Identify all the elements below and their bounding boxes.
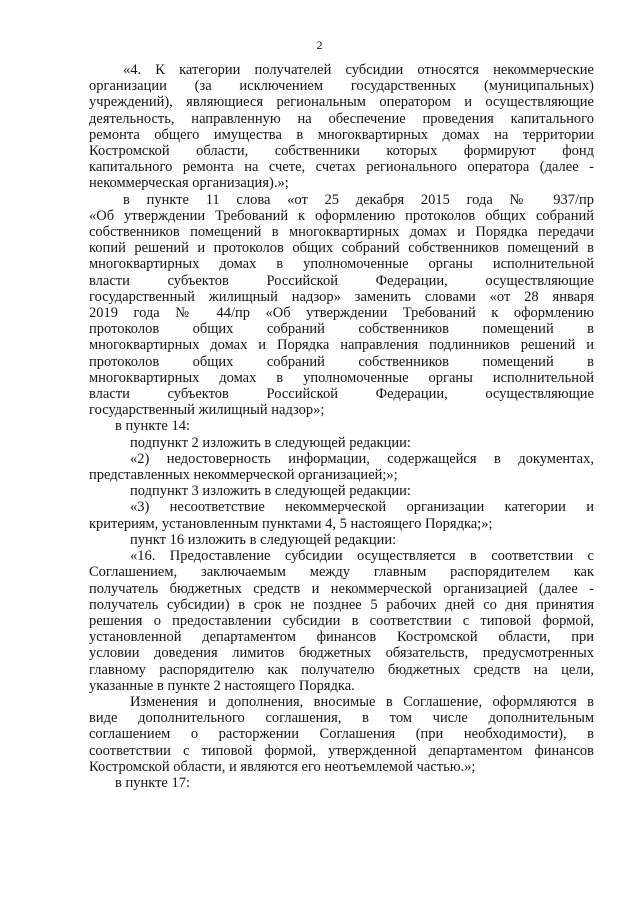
text-line: в пункте 17: [115,774,191,791]
text-line: «3) несоответствие некоммерческой организации категории и [130,499,594,516]
paragraph [89,694,594,775]
text-line: виде дополнительного соглашения, в том числе дополнительным [89,710,594,727]
text-line: «16. Предоставление субсидии осуществляется в соответствии с [130,548,594,565]
paragraph [89,483,594,499]
text-line: Изменения и дополнения, вносимые в Соглашение, оформляются в [130,693,594,710]
text-line: Соглашением, заключаемым между главным распорядителем как [89,564,594,581]
text-line: деятельность, направленную на обеспечение проведения капитального [89,110,594,127]
text-line: Костромской области, и являются его неотъемлемой частью.»; [89,758,476,775]
text-line: «Об утверждении Требований к оформлению протоколов общих собраний [89,207,594,224]
paragraph [89,532,594,548]
text-line: соглашением о расторжении Соглашения (при необходимости), в [89,726,594,743]
text-line: получатель бюджетных средств и некоммерческой организацией (далее - [89,580,594,597]
text-line: получатель субсидии) в срок не позднее 5 рабочих дней со дня принятия [89,596,594,613]
text-line: указанные в пункте 2 настоящего Порядка. [89,677,355,694]
paragraph [89,451,594,483]
paragraph [89,548,594,694]
text-line: многоквартирных домах и Порядка направления подлинников решений и [89,337,594,354]
text-line: многоквартирных домах в уполномоченные органы исполнительной [89,369,594,386]
text-line: в пункте 14: [115,418,191,435]
text-line: «2) недостоверность информации, содержащейся в документах, [130,450,594,467]
text-line: представленных некоммерческой организацией;»; [89,467,398,484]
text-line: протоколов общих собраний собственников помещений в [89,353,594,370]
text-line: условии доведения лимитов бюджетных обязательств, предусмотренных [89,645,594,662]
paragraph [89,435,594,451]
paragraph [89,62,594,192]
text-line: государственный жилищный надзор»; [89,402,325,419]
text-line: подпункт 3 изложить в следующей редакции: [130,483,411,500]
text-line: многоквартирных домах в уполномоченные органы исполнительной [89,256,594,273]
text-line: критериям, установленным пунктами 4, 5 настоящего Порядка;»; [89,515,493,532]
paragraph [89,775,594,791]
text-line: главному распорядителю как получателю бюджетных средств на цели, [89,661,594,678]
text-line: подпункт 2 изложить в следующей редакции: [130,434,411,451]
text-line: пункт 16 изложить в следующей редакции: [130,531,397,548]
text-line: ремонта общего имущества в многоквартирных домах на территории [89,126,594,143]
text-line: власти субъектов Российской Федерации, осуществляющие [89,272,594,289]
text-line: установленной департаментом финансов Костромской области, при [89,629,594,646]
text-line: решения о предоставлении субсидии в соответствии с типовой формой, [89,612,594,629]
text-line: собственников помещений в многоквартирных домах и Порядка передачи [89,224,594,241]
text-line: учреждений), являющиеся региональным оператором и осуществляющие [89,94,594,111]
text-line: организации (за исключением государственных (муниципальных) [89,78,594,95]
document-body [89,62,594,791]
paragraph [89,192,594,419]
text-line: соответствии с типовой формой, утвержденной департаментом финансов [89,742,594,759]
text-line: в пункте 11 слова «от 25 декабря 2015 года № 937/пр [123,191,594,208]
text-line: копий решений и протоколов общих собраний собственников помещений в [89,240,594,257]
paragraph [89,499,594,531]
text-line: Костромской области, собственники которых формируют фонд [89,143,594,160]
text-line: государственный жилищный надзор» заменить словами «от 28 января [89,288,594,305]
text-line: «4. К категории получателей субсидии относятся некоммерческие [123,62,594,78]
text-line: капитального ремонта на счете, счетах регионального оператора (далее - [89,159,594,176]
text-line: 2019 года № 44/пр «Об утверждении Требований к оформлению [89,305,594,322]
text-line: власти субъектов Российской Федерации, осуществляющие [89,386,594,403]
paragraph [89,418,594,434]
page-number: 2 [316,38,323,52]
text-line: некоммерческая организация).»; [89,175,289,192]
text-line: протоколов общих собраний собственников помещений в [89,321,594,338]
